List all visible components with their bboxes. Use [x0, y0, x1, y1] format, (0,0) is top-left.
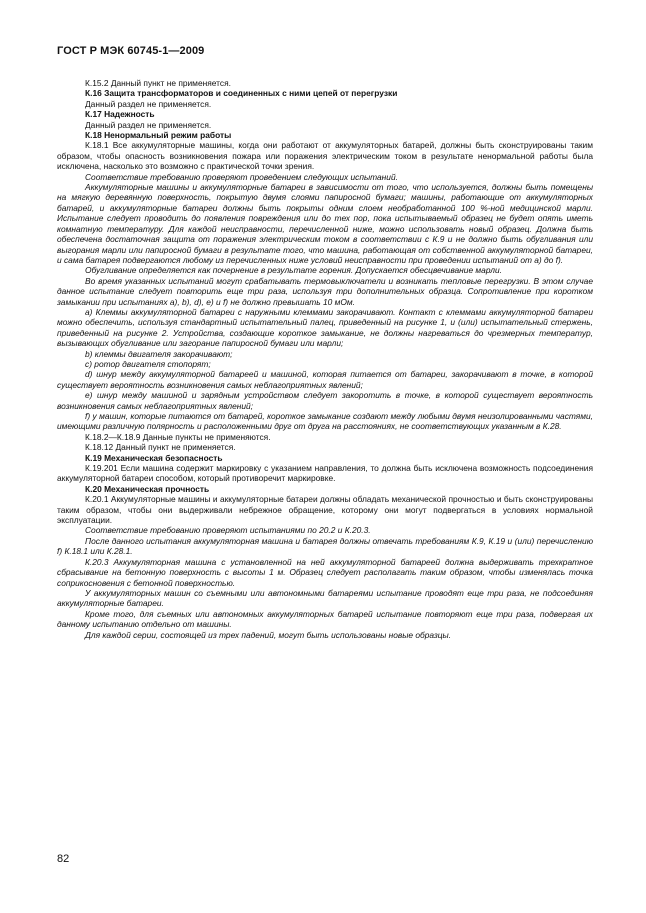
section-heading: К.16 Защита трансформаторов и соединенных с ними цепей от перегрузки [85, 88, 398, 99]
paragraph: Для каждой серии, состоящей из трех падений, могут быть использованы новые образцы. [85, 629, 452, 640]
paragraph: d) шнур между аккумуляторной батареей и машиной, которая питается от батареи, закорачивают в точке, в которой существует вероятность возникновения самых неблагоприятных явлений; [57, 369, 593, 390]
paragraph: f) у машин, которые питаются от батарей, короткое замыкание создают между любыми двумя неизолированными частями, имеющими различную полярность и расположенными друг от друга на расстояниях, не соответствующих указанным в К.28. [57, 411, 593, 432]
paragraph: Обугливание определяется как почернение в результате горения. Допускается обесцвечивание марли. [85, 265, 503, 276]
paragraph: Данный раздел не применяется. [85, 119, 212, 130]
paragraph: Данный раздел не применяется. [85, 98, 212, 109]
paragraph: Аккумуляторные машины и аккумуляторные батареи в зависимости от того, что используется, должны быть помещены на мягкую деревянную поверхность, покрытую двумя слоями папиросной бумаги; машины, работающие от аккумуляторных батарей, и аккумуляторные батареи должны быть покрыты одним слоем необработанной 100 %-ной медицинской марли. Испытание следует проводить до появления повреждения или до тех пор, пока испытываемый образец не будет опять иметь комнатную температуру. Для каждой неисправности, перечисленной ниже, можно использовать новый образец. Должна быть обеспечена достаточная защита от поражения электрическим током в соответствии с К.9 и не должно быть обугливания или выгорания марли или папиросной бумаги в результате того, что машина, работающая от собственной аккумуляторной батареи, и сама батарея подвергаются любому из перечисленных ниже условий неисправности при проведении испытаний от а) до f). [57, 182, 593, 265]
paragraph: е) шнур между машиной и зарядным устройством следует закоротить в точке, в которой существует вероятность возникновения самых неблагоприятных явлений; [57, 390, 593, 411]
page-header-title: ГОСТ Р МЭК 60745-1—2009 [57, 45, 205, 57]
page-number: 82 [57, 853, 70, 865]
paragraph: К.18.12 Данный пункт не применяется. [85, 442, 236, 453]
paragraph: Во время указанных испытаний могут срабатывать термовыключатели и возникать тепловые перегрузки. В этом случае данное испытание следует повторить еще три раза, используя три дополнительных образца. Сопротивление при коротком замыкании при испытаниях а), b), d), е) и f) не должно превышать 10 мОм. [57, 275, 593, 307]
paragraph: К.20.3 Аккумуляторная машина с установленной на ней аккумуляторной батареей должна выдерживать трехкратное сбрасывание на бетонную поверхность с высоты 1 м. Образец следует располагать таким образом, чтобы изменялась точка соприкосновения с бетонной поверхностью. [57, 556, 593, 588]
paragraph: У аккумуляторных машин со съемными или автономными батареями испытание проводят еще три раза, не подсоединяя аккумуляторные батареи. [57, 587, 593, 609]
paragraph: Соответствие требованию проверяют проведением следующих испытаний. [85, 171, 398, 182]
section-heading: К.19 Механическая безопасность [85, 452, 223, 463]
section-heading: К.18 Ненормальный режим работы [85, 130, 232, 141]
paragraph: Кроме того, для съемных или автономных аккумуляторных батарей испытание повторяют еще три раза, подвергая их данному испытанию отдельно от машины. [57, 608, 593, 630]
paragraph: К.18.1 Все аккумуляторные машины, когда они работают от аккумуляторных батарей, должны быть сконструированы таким образом, чтобы опасность возникновения пожара или поражения электрическим током в результате ненормальной работы была исключена, насколько это возможно с практической точки зрения. [57, 140, 593, 172]
paragraph: После данного испытания аккумуляторная машина и батарея должны отвечать требованиям К.9, К.19 и (или) перечислению f) К.18.1 или К.28.1. [57, 535, 593, 557]
paragraph: К.15.2 Данный пункт не применяется. [85, 78, 231, 88]
paragraph: Соответствие требованию проверяют испытаниями по 20.2 и К.20.3. [85, 525, 371, 536]
section-heading: К.17 Надежность [85, 109, 155, 120]
section-heading: К.20 Механическая прочность [85, 483, 210, 494]
paragraph: К.19.201 Если машина содержит маркировку с указанием направления, то должна быть исключена возможность подсоединения аккумуляторной батареи способом, который противоречит маркировке. [57, 463, 593, 484]
paragraph: b) клеммы двигателя закорачивают; [85, 348, 233, 359]
paragraph: с) ротор двигателя стопорят; [85, 358, 211, 369]
document-body [57, 78, 593, 640]
paragraph: К.18.2—К.18.9 Данные пункты не применяются. [85, 431, 271, 442]
paragraph: К.20.1 Аккумуляторные машины и аккумуляторные батареи должны обладать механической прочностью и быть сконструированы таким образом, чтобы они выдерживали небрежное обращение, которому они могут подвергаться в условиях нормальной эксплуатации. [57, 494, 593, 526]
paragraph: а) Клеммы аккумуляторной батареи с наружными клеммами закорачивают. Контакт с клеммами аккумуляторной батареи можно обеспечить, используя стандартный испытательный палец, приведенный на рисунке 1, и (или) испытательный стержень, приведенный на рисунке 2. Устройства, создающие короткое замыкание, не должны нагреваться до чрезмерных температур, вызывающих обугливание или загорание папиросной бумаги или марли; [57, 306, 593, 349]
